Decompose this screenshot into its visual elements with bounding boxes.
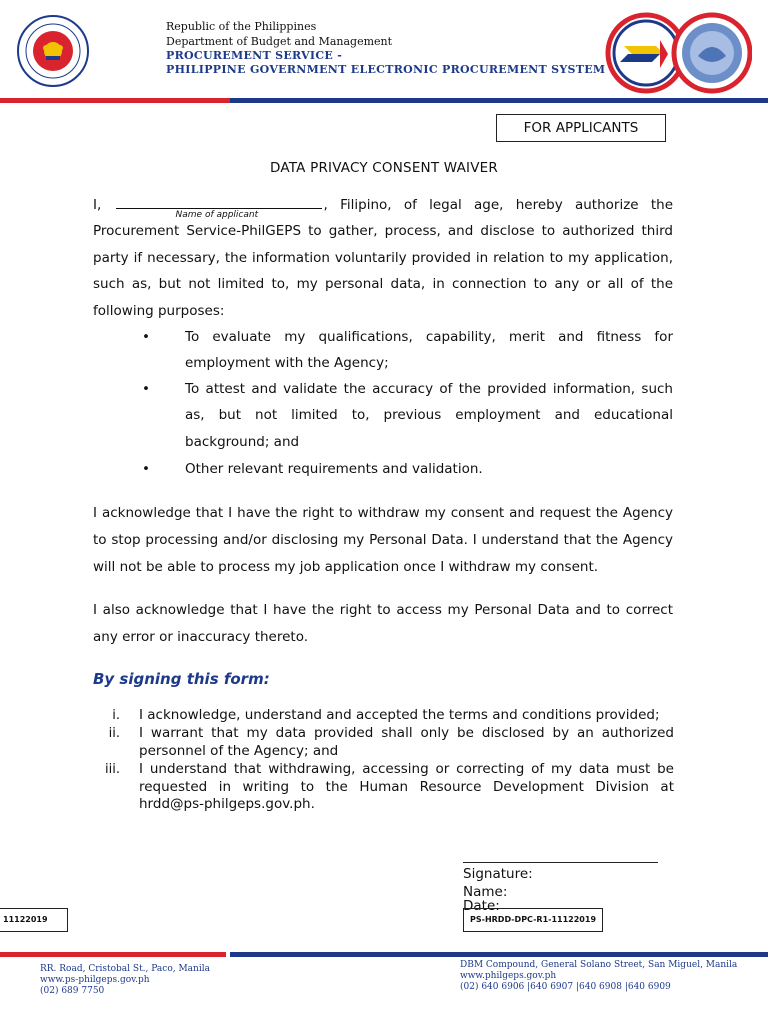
date-label: Date: [463,898,500,914]
document-code-left: 11122019 [0,908,68,932]
withdraw-consent-paragraph: I acknowledge that I have the right to withdraw my consent and request the Agency to stop processing and/or disclosing my Personal Data. I understand that the Agency will not be able to process my job application once I withdraw my consent. [93,505,673,575]
header-republic: Republic of the Philippines [166,20,317,33]
list-item: I understand that withdrawing, accessing or correcting of my data must be requested in writing to the Human Resource Development Division at hrdd@ps-philgeps.gov.ph. [139,761,674,813]
list-number: ii. [108,726,120,741]
footer-left-address: RR. Road, Cristobal St., Paco, Manila [40,964,210,974]
footer-right-website-link[interactable]: www.philgeps.gov.ph [460,971,557,981]
header-divider-blue [230,98,768,103]
document-title: DATA PRIVACY CONSENT WAIVER [270,160,498,176]
header-system: PHILIPPINE GOVERNMENT ELECTRONIC PROCUREMENT SYSTEM [166,63,606,76]
list-number: iii. [105,762,120,777]
signature-line[interactable] [463,862,658,863]
ps-philgeps-logo-icon [602,12,752,94]
list-item: I acknowledge, understand and accepted the terms and conditions provided; [139,707,660,723]
dbm-seal-icon [16,14,90,88]
footer-right-phone: (02) 640 6906 |640 6907 |640 6908 |640 6909 [460,982,671,992]
footer-divider-red [0,952,226,957]
name-caption: Name of applicant [175,210,259,220]
bullet-item: Other relevant requirements and validation. [185,461,483,477]
list-number: i. [112,708,120,723]
intro-text: Filipino, of legal age, hereby authorize the Procurement Service-PhilGEPS to gather, process, and disclose to authorized third party if necessary, the information voluntarily provided in relation to my application, such as, but not limited to, my personal data, in connection to any or all of the following purposes: [93,197,673,319]
intro-paragraph: I, Name of applicant , Filipino, of legal age, hereby authorize the Procurement Service-PhilGEPS to gather, process, and disclose to authorized third party if necessary, the information voluntarily provided in relation to my application, such as, but not limited to, my personal data, in connection to any or all of the following purposes: [93,192,673,324]
bullet-icon: • [142,329,150,345]
list-item: I warrant that my data provided shall only be disclosed by an authorized personnel of the Agency; and [139,725,674,759]
access-data-paragraph: I also acknowledge that I have the right to access my Personal Data and to correct any error or inaccuracy thereto. [93,602,673,645]
bullet-item: To evaluate my qualifications, capability, merit and fitness for employment with the Agency; [185,329,673,372]
bullet-item: To attest and validate the accuracy of the provided information, such as, but not limited to, previous employment and educational background; and [185,381,673,450]
signature-label: Signature: [463,866,533,882]
footer-divider-blue [230,952,768,957]
for-applicants-badge: FOR APPLICANTS [496,114,666,142]
header-service: PROCUREMENT SERVICE - [166,49,343,62]
intro-prefix: I, [93,197,102,213]
bullet-icon: • [142,461,150,477]
footer-right-address: DBM Compound, General Solano Street, San Miguel, Manila [460,960,738,970]
document-code-right: PS-HRDD-DPC-R1-11122019 [463,908,603,932]
signing-heading: By signing this form: [93,670,270,688]
bullet-icon: • [142,381,150,397]
name-label: Name: [463,884,508,900]
applicant-name-field[interactable] [116,194,322,220]
footer-left-phone: (02) 689 7750 [40,986,105,996]
header-department: Department of Budget and Management [166,35,393,48]
footer-left-website-link[interactable]: www.ps-philgeps.gov.ph [40,975,150,985]
